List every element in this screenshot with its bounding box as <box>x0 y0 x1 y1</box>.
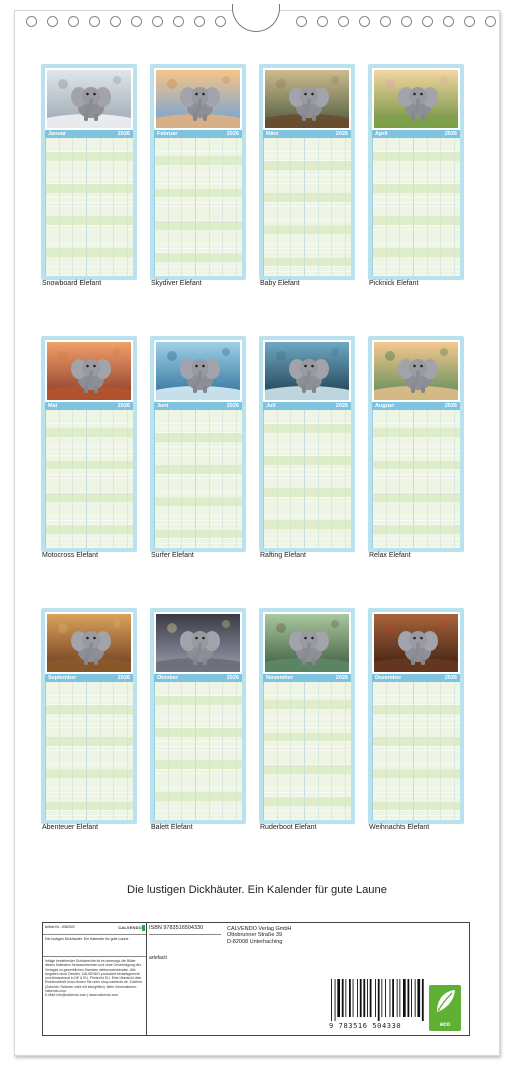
elephant-photo <box>265 342 349 400</box>
barcode-bar <box>342 979 344 1017</box>
barcode-bar <box>403 979 406 1017</box>
binding-ring-icon <box>464 16 475 27</box>
weekend-band <box>46 248 133 257</box>
elephant-photo <box>374 342 458 400</box>
planner-grid <box>154 410 242 548</box>
binding-ring-icon <box>443 16 454 27</box>
month-name: Mai <box>48 403 58 409</box>
month-header <box>45 402 133 410</box>
month-header <box>154 402 242 410</box>
weekend-band <box>264 520 351 529</box>
weekend-band <box>46 461 133 470</box>
barcode-bar <box>357 979 358 1017</box>
weekend-band <box>46 802 133 811</box>
binding-ring-icon <box>131 16 142 27</box>
month-caption: Baby Elefant <box>260 280 300 287</box>
elephant-photo <box>156 70 240 128</box>
weekend-band <box>155 465 242 474</box>
weekend-band <box>46 493 133 502</box>
month-name: Januar <box>48 131 67 137</box>
barcode-bar <box>345 979 346 1017</box>
month-panel-juni <box>150 336 246 552</box>
barcode-bar <box>375 979 376 1017</box>
weekend-band <box>264 733 351 742</box>
isbn-column <box>149 925 225 961</box>
barcode-bar <box>417 979 420 1017</box>
weekend-band <box>264 424 351 433</box>
weekend-band <box>46 152 133 161</box>
elephant-photo <box>47 70 131 128</box>
calendar-title: Die lustigen Dickhäuter. Ein Kalender für gute Laune <box>127 884 387 896</box>
month-name: Februar <box>157 131 178 137</box>
weekend-band <box>155 433 242 442</box>
barcode-bar <box>363 979 365 1017</box>
weekend-band <box>264 765 351 774</box>
weekend-band <box>373 802 460 811</box>
binding-ring-icon <box>173 16 184 27</box>
month-panel-september <box>41 608 137 824</box>
month-header <box>263 674 351 682</box>
weekend-band <box>46 769 133 778</box>
month-header <box>263 402 351 410</box>
barcode-bar <box>381 979 382 1017</box>
logo-mark-icon <box>142 925 145 931</box>
weekend-band <box>373 525 460 534</box>
binding-ring-icon <box>359 16 370 27</box>
weekend-band <box>155 156 242 165</box>
binding-ring-icon <box>194 16 205 27</box>
barcode-bar <box>390 979 391 1017</box>
month-caption: Snowboard Elefant <box>42 280 102 287</box>
month-panel-märz <box>259 64 355 280</box>
month-caption: Picknick Elefant <box>369 280 419 287</box>
month-panel-januar <box>41 64 137 280</box>
article-row <box>43 923 146 935</box>
month-year: 2026 <box>444 675 457 681</box>
month-year: 2026 <box>335 675 348 681</box>
barcode-bar <box>331 979 332 1021</box>
binding-ring-icon <box>47 16 58 27</box>
weekend-band <box>264 161 351 170</box>
month-caption: Weihnachts Elefant <box>369 824 430 831</box>
month-caption: Surfer Elefant <box>151 552 194 559</box>
weekend-band <box>373 461 460 470</box>
elephant-photo <box>47 614 131 672</box>
planner-grid <box>263 410 351 548</box>
binding-ring-icon <box>338 16 349 27</box>
month-panel-juli <box>259 336 355 552</box>
binding-ring-icon <box>380 16 391 27</box>
barcode-bar <box>353 979 354 1017</box>
eco-label: eco <box>439 1022 451 1028</box>
contact-line: E-Mail: info@calvendo.com | www.calvendo.com <box>45 993 119 998</box>
publisher-address <box>227 926 337 945</box>
legal-notice: Infolge bestehender Schutzrechte ist es untersagt, die Bilder dieses Kalenders herauszutrennen und ohne Genehmigung des Verlages zu gewerblichen Zwecken weiterzuverwenden. Alle Angaben ohne Gewähr. CALVENDO produziert bedarfsgerecht und klimaneutral in DE & EU. Printed in EU. Eine Übersicht über Einzelzubehör hinzu finden Sie unter shop.calvendo.de. Zubehör (Zubehör, Rahmen nicht mit inbegriffen). Mehr Informationen: calvendo.com <box>45 959 143 994</box>
barcode-bar <box>397 979 398 1017</box>
binding-ring-icon <box>110 16 121 27</box>
weekend-band <box>155 221 242 230</box>
month-header <box>45 130 133 138</box>
month-header <box>372 674 460 682</box>
barcode <box>329 979 429 1033</box>
month-year: 2026 <box>117 131 130 137</box>
product-info-column <box>43 923 147 1035</box>
barcode-bar <box>378 979 380 1021</box>
barcode-bar <box>370 979 372 1017</box>
weekend-band <box>155 497 242 506</box>
binding-ring-icon <box>89 16 100 27</box>
binding-ring-icon <box>152 16 163 27</box>
elephant-photo <box>47 342 131 400</box>
back-cover-info-box <box>42 922 470 1036</box>
month-caption: Rafting Elefant <box>260 552 306 559</box>
elephant-photo <box>265 614 349 672</box>
weekend-band <box>46 216 133 225</box>
planner-grid <box>263 682 351 820</box>
barcode-bar <box>337 979 340 1017</box>
month-caption: Skydiver Elefant <box>151 280 202 287</box>
weekend-band <box>373 493 460 502</box>
weekend-band <box>373 152 460 161</box>
weekend-band <box>264 700 351 709</box>
barcode-bar <box>335 979 336 1021</box>
binding-ring-icon <box>422 16 433 27</box>
month-header <box>263 130 351 138</box>
product-title-box: Die lustigen Dickhäuter. Ein Kalender für gute Laune <box>43 935 146 957</box>
barcode-bar <box>399 979 400 1017</box>
month-panel-november <box>259 608 355 824</box>
month-year: 2026 <box>444 403 457 409</box>
binding-ring-icon <box>26 16 37 27</box>
month-caption: Motocross Elefant <box>42 552 99 559</box>
weekend-band <box>264 797 351 806</box>
month-name: September <box>48 675 77 681</box>
weekend-band <box>373 428 460 437</box>
month-name: Juni <box>157 403 169 409</box>
weekend-band <box>373 248 460 257</box>
barcode-bar <box>349 979 351 1017</box>
weekend-band <box>155 728 242 737</box>
barcode-bar <box>415 979 416 1017</box>
barcode-bar <box>411 979 412 1017</box>
month-name: Juli <box>266 403 276 409</box>
month-year: 2026 <box>335 131 348 137</box>
author-name: artefacti <box>149 955 167 961</box>
barcode-bar <box>385 979 386 1017</box>
month-name: März <box>266 131 279 137</box>
month-header <box>372 402 460 410</box>
publisher-line: CALVENDO Verlag GmbH <box>227 926 292 932</box>
weekend-band <box>264 456 351 465</box>
elephant-photo <box>265 70 349 128</box>
month-header <box>154 674 242 682</box>
weekend-band <box>264 488 351 497</box>
weekend-band <box>46 737 133 746</box>
weekend-band <box>155 696 242 705</box>
month-year: 2026 <box>226 675 239 681</box>
planner-grid <box>154 138 242 276</box>
weekend-band <box>373 216 460 225</box>
barcode-bar <box>408 979 410 1017</box>
binding-ring-icon <box>485 16 496 27</box>
month-header <box>154 130 242 138</box>
barcode-digits: 9 783516 504330 <box>329 1022 402 1030</box>
weekend-band <box>264 193 351 202</box>
month-name: Dezember <box>375 675 402 681</box>
month-header <box>45 674 133 682</box>
publisher-logo: CALVENDO <box>118 925 142 930</box>
planner-grid <box>263 138 351 276</box>
weekend-band <box>155 792 242 801</box>
weekend-band <box>373 184 460 193</box>
leaf-icon <box>433 988 457 1014</box>
month-name: April <box>375 131 388 137</box>
barcode-bar <box>422 979 424 1021</box>
elephant-photo <box>156 342 240 400</box>
month-year: 2026 <box>444 131 457 137</box>
weekend-band <box>46 525 133 534</box>
weekend-band <box>264 225 351 234</box>
barcode-bars <box>329 979 429 1021</box>
month-panel-april <box>368 64 464 280</box>
month-panel-oktober <box>150 608 246 824</box>
publisher-line: Ottobrunner Straße 39 <box>227 932 283 939</box>
month-name: August <box>375 403 394 409</box>
month-year: 2026 <box>226 403 239 409</box>
eco-badge <box>429 985 461 1031</box>
month-caption: Abenteuer Elefant <box>42 824 99 831</box>
weekend-band <box>155 189 242 198</box>
weekend-band <box>373 705 460 714</box>
binding-ring-icon <box>215 16 226 27</box>
weekend-band <box>46 428 133 437</box>
binding-ring-icon <box>317 16 328 27</box>
month-year: 2026 <box>117 403 130 409</box>
weekend-band <box>46 184 133 193</box>
planner-grid <box>372 682 460 820</box>
month-panel-februar <box>150 64 246 280</box>
month-year: 2026 <box>335 403 348 409</box>
weekend-band <box>264 258 351 267</box>
weekend-band <box>155 253 242 262</box>
barcode-bar <box>392 979 394 1017</box>
month-panel-dezember <box>368 608 464 824</box>
weekend-band <box>373 737 460 746</box>
weekend-band <box>373 769 460 778</box>
barcode-bar <box>360 979 362 1017</box>
binding-ring-icon <box>68 16 79 27</box>
planner-grid <box>372 138 460 276</box>
elephant-photo <box>156 614 240 672</box>
legal-text <box>43 957 146 1000</box>
planner-grid <box>45 410 133 548</box>
elephant-photo <box>374 70 458 128</box>
barcode-bar <box>367 979 368 1017</box>
planner-grid <box>372 410 460 548</box>
planner-grid <box>154 682 242 820</box>
month-name: Oktober <box>157 675 179 681</box>
weekend-band <box>46 705 133 714</box>
planner-grid <box>45 138 133 276</box>
binding-ring-icon <box>401 16 412 27</box>
month-caption: Relax Elefant <box>369 552 411 559</box>
weekend-band <box>155 530 242 539</box>
article-number: Artikel Nr.: 2060922 <box>45 925 75 929</box>
month-year: 2026 <box>117 675 130 681</box>
month-header <box>372 130 460 138</box>
weekend-band <box>155 760 242 769</box>
month-caption: Balett Elefant <box>151 824 193 831</box>
elephant-photo <box>374 614 458 672</box>
planner-grid <box>45 682 133 820</box>
month-name: November <box>266 675 293 681</box>
month-caption: Ruderboot Elefant <box>260 824 317 831</box>
month-year: 2026 <box>226 131 239 137</box>
publisher-line: D-82008 Unterhaching <box>227 938 283 945</box>
isbn: ISBN 9783516504330 <box>149 925 221 935</box>
binding-ring-icon <box>296 16 307 27</box>
month-panel-august <box>368 336 464 552</box>
month-panel-mai <box>41 336 137 552</box>
